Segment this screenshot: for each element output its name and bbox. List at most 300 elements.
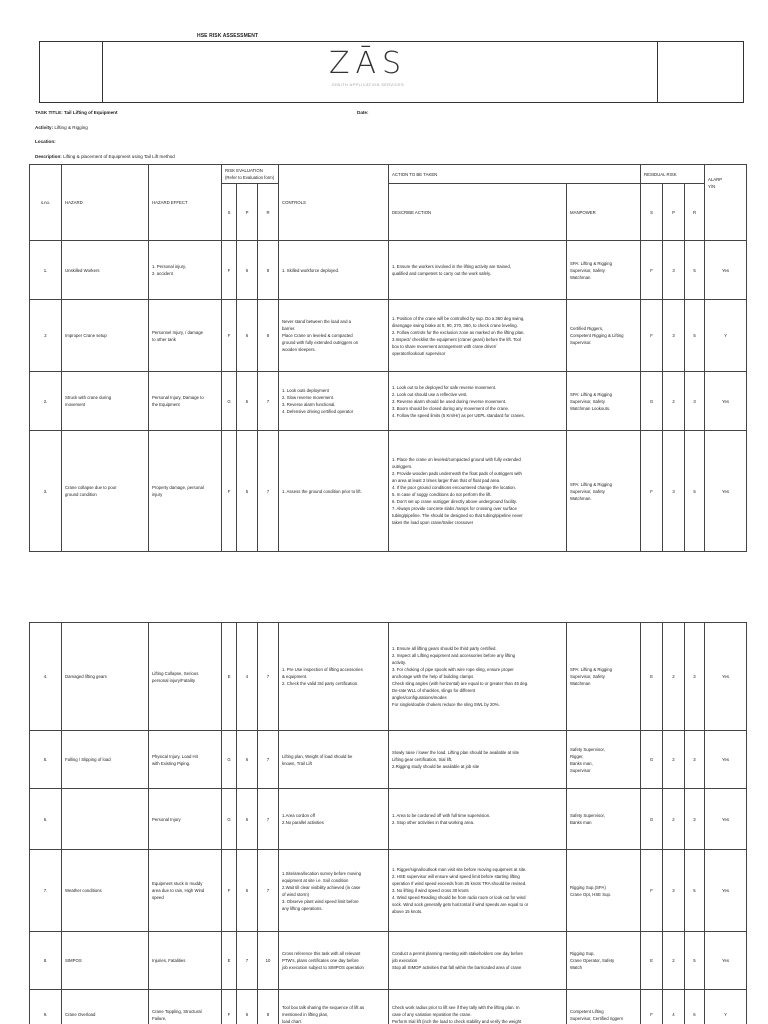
header-residual-s: S [641,184,663,241]
document-title: HSE RISK ASSESSMENT [197,33,259,39]
row-hazard-cell [62,241,149,300]
row-risk-s-cell: E [222,623,237,731]
row-controls-cell [279,932,389,990]
row-risk-p-cell: 6 [237,990,258,1024]
row-manpower-line: SPA: Lifting & Rigging [570,667,612,672]
row-risk-s-cell: F [222,241,237,300]
row-action-line: case of any variation reposition the crane. [392,1012,472,1017]
row-action-cell [389,241,567,300]
row-manpower-line: SPA: Lifting & Rigging [570,481,612,487]
row-risk-r-cell: 7 [258,731,279,789]
row-hazard-effect-line: Injuries, Fatalities [152,958,186,963]
row-manpower-cell [567,241,641,300]
row-risk-s-cell: F [222,431,237,552]
row-action-line: 2. Inspect all Lifting equipment and accessories before any lifting [392,653,516,658]
row-alarp-cell: Yes [705,431,747,552]
row-residual-p-cell: 3 [663,300,685,372]
row-action-line: outriggers. [392,464,413,469]
row-action-cell [389,623,567,731]
row-controls-line: 4. Defensive driving certified operator [282,409,354,414]
row-controls-line: 1. Skilled workforce deployed. [282,267,340,273]
row-manpower-cell [567,300,641,372]
header-residual-risk: RESIDUAL RISK [641,165,705,184]
row-sno-cell: 4. [30,623,62,731]
table-row [30,300,747,372]
row-alarp-cell: Yes [705,932,747,990]
row-risk-p-cell: 7 [237,932,258,990]
row-residual-p-cell: 3 [663,431,685,552]
row-residual-p-cell: 3 [663,850,685,932]
row-action-cell [389,372,567,431]
row-manpower-line: SPA: Lifting & Rigging [570,260,612,266]
row-manpower-cell [567,372,641,431]
row-hazard-effect-line: Crane Toppling, Structural [152,1008,202,1014]
row-controls-line: 3. Observe plant wind speed limit before [282,898,359,904]
row-manpower-line: Competent Rigging & Lifting [570,333,624,338]
row-controls-cell [279,990,389,1024]
row-hazard-effect-cell [149,372,222,431]
row-manpower-line: Supervisor. [570,340,592,345]
row-action-line: anchorage with the help of building clamps [392,674,474,679]
row-risk-p-cell: 6 [237,372,258,431]
row-action-line: Check sling angles (with horizontal) are equal to or greater than 45 deg. [392,681,529,686]
row-manpower-line: Watchman Lookouts. [570,405,611,411]
row-action-line: activity. [392,660,407,665]
row-controls-line: Tool box talk sharing the sequence of lift as [282,1005,365,1010]
row-residual-r-cell: 5 [685,241,705,300]
row-hazard-effect-line: 2. accident [152,271,173,276]
row-hazard-effect-line: Failure, [152,1015,167,1021]
row-risk-r-cell: 8 [258,241,279,300]
activity-line [35,125,88,130]
date-line [357,110,369,115]
table-row [30,623,747,731]
header-controls: CONTROLS [279,165,389,241]
row-residual-s-cell: F [641,431,663,552]
row-hazard-effect-cell [149,241,222,300]
row-manpower-line: Supervisor, Safety [570,267,605,273]
row-action-line: 1. Position of the crane will be controlled by sup. Do a 360 deg swing, [392,315,525,321]
row-action-line: 1. Ensure the workers involved in the lifting activity are trained, [392,264,511,269]
row-residual-p-cell: 2 [663,731,685,789]
row-action-line: 4. Follow the speed limits (5 Km/Hr) as per UEPL standard for cranes. [392,412,525,418]
row-sno-cell: 1. [30,241,62,300]
header-residual-p: P [663,184,685,241]
row-hazard-line: Crane collapse due to poor [65,485,117,490]
row-manpower-cell [567,990,641,1024]
row-action-line: Stop all SIMOP activities that fall within the barricaded area of crane [392,965,522,970]
header-risk-evaluation [222,165,279,184]
row-controls-line: of wind storm) [282,891,309,897]
row-action-line: 3. For choking of pipe spools with wire rope sling, ensure proper [392,667,514,672]
row-controls-line: Never stand between the load and a [282,319,352,324]
table-row [30,932,747,990]
row-action-line: above 15 knots. [392,909,423,914]
row-action-cell [389,300,567,372]
row-action-line: 2. Provide wooden pads underneath the float pads of outriggers with [392,471,522,476]
row-manpower-cell [567,731,641,789]
header-r: R [258,184,279,241]
row-action-line: 7. Always provide concrete slabs /ramps for crossing over surface [392,506,517,511]
row-residual-s-cell: E [641,932,663,990]
row-manpower-line: Safety Supervisor, [570,813,605,818]
row-controls-line: 1. Assess the ground condition prior to lift. [282,488,362,494]
row-action-line: 3. Reverse alarm should be used during reverse movement. [392,398,507,404]
row-action-line: Lifting gear certification, trial lift. [392,757,453,762]
row-action-line: qualified and competent to carry out the work safely. [392,271,492,276]
row-controls-line: ground with fully extended outriggers on [282,340,359,345]
row-manpower-line: Competent Lifting [570,1008,604,1014]
row-residual-p-cell: 2 [663,623,685,731]
row-controls-line: 1.Area cordon off [282,813,315,818]
row-residual-p-cell: 4 [663,990,685,1024]
row-action-line: 4. If the poor ground conditions encountered change the location. [392,485,516,490]
row-residual-s-cell: G [641,372,663,431]
row-controls-line: any lifting operations. [282,905,323,911]
row-risk-p-cell: 5 [237,850,258,932]
row-action-line: Perform trial lift (inch the load to check stability and verify the weight [392,1019,522,1024]
row-residual-r-cell: 5 [685,850,705,932]
row-residual-r-cell: 6 [685,990,705,1024]
row-controls-line: Cross reference this task with all relevant [282,951,361,956]
row-hazard-cell [62,623,149,731]
row-hazard-line: Crane Overload [65,1012,96,1017]
row-manpower-line: Supervisor, Safety [570,488,605,494]
row-manpower-line: Rigger, [570,753,584,759]
row-residual-p-cell: 2 [663,372,685,431]
row-action-line: 2. HSE supervisor will ensure wind speed limit before starting lifting [392,874,520,879]
row-controls-line: PTW's, plans certificates one day before [282,958,359,963]
row-hazard-effect-line: Equipment stuck in muddy [152,881,203,886]
row-alarp-cell: Yes [705,623,747,731]
risk-evaluation-note: (Refer to Evaluation form) [225,175,275,180]
row-action-line: takes the load upon crane/trailer crossover [392,520,474,525]
row-residual-s-cell: E [641,623,663,731]
row-action-line: tubing/pipeline. The should be designed so that tubing/pipeline never [392,513,523,518]
row-manpower-line: Watch [570,965,583,970]
row-manpower-line: Banks man [570,820,592,825]
row-residual-r-cell: 5 [685,300,705,372]
table-row [30,241,747,300]
task-title-label: TASK TITLE: [35,110,63,115]
row-action-line: 3. Boom should be closed during any movement of the crane. [392,405,510,411]
row-risk-s-cell: G [222,372,237,431]
row-alarp-cell: Yes [705,789,747,850]
row-controls-line: barrier. [282,326,296,331]
logo-subtitle: ZENITH APPLICATION SERVICES [331,83,405,87]
alarp-yn-label: Y/N [708,184,716,189]
row-action-line: 2.Rigging study should be available at job site [392,764,480,769]
row-action-line: 1. Area to be cordoned off with full time supervision. [392,813,491,818]
row-action-line: disengage swing brake at 0, 90, 270, 360, to check crane leveling. [392,322,518,328]
row-hazard-cell [62,932,149,990]
row-action-line: an area at least 2 times larger than that of float pad area. [392,478,501,483]
row-controls-cell [279,731,389,789]
row-action-line: angles/configurations/modes [392,695,447,700]
row-manpower-cell [567,623,641,731]
row-action-line: box to share movement arrangement with crane driver/ [392,343,497,349]
row-controls-line: wooden sleepers. [282,347,316,352]
row-risk-r-cell: 7 [258,431,279,552]
row-manpower-line: Rigging Sup, [570,951,595,956]
row-sno-cell: 8. [30,932,62,990]
row-alarp-cell: Y [705,300,747,372]
row-manpower-line: Supervisor, Safety [570,398,605,404]
row-residual-r-cell: 3 [685,623,705,731]
row-hazard-effect-cell [149,623,222,731]
row-action-line: 1. Place the crane on leveled/compacted ground with fully extended [392,457,521,462]
header-manpower: MANPOWER [567,184,641,241]
row-hazard-effect-line: 1. Personal injury, [152,264,187,269]
row-controls-cell [279,623,389,731]
row-controls-line: 2. Slow reverse movement. [282,395,335,400]
location-line [35,139,56,144]
row-sno-cell: 6. [30,789,62,850]
row-hazard-line: movement [65,402,86,407]
row-residual-p-cell: 2 [663,789,685,850]
row-action-line: 1. Look out to be deployed for safe reverse movement. [392,384,497,390]
row-hazard-effect-line: to other tank [152,336,176,342]
row-controls-line: load chart. [282,1019,303,1024]
row-alarp-cell: Yes [705,241,747,300]
row-sno-cell: 2 [30,300,62,372]
row-action-cell [389,990,567,1024]
row-alarp-cell: Yes [705,372,747,431]
alarp-label: ALARP [708,177,723,182]
row-risk-p-cell: 6 [237,241,258,300]
row-hazard-effect-line: Personal Injury [152,816,181,822]
row-action-line: 3.Inspect/ checklist the equipment (crane/ gears) before the lift. Tool [392,336,521,342]
row-controls-cell [279,789,389,850]
row-action-line: 6. Don't set up crane outrigger directly above underground facility. [392,499,517,504]
row-action-cell [389,789,567,850]
row-action-line: 5. In case of soggy conditions do not perform the lift. [392,492,492,497]
row-manpower-line: Crane Opt, HSE Sup. [570,891,612,897]
table-row [30,850,747,932]
row-residual-s-cell: F [641,990,663,1024]
row-controls-cell [279,300,389,372]
row-manpower-cell [567,932,641,990]
header-divider [657,42,658,102]
row-hazard-effect-cell [149,990,222,1024]
location-label: Location: [35,139,56,144]
row-sno-cell: 5. [30,731,62,789]
row-residual-s-cell: G [641,731,663,789]
row-residual-r-cell: 3 [685,789,705,850]
row-controls-line: 2.No parallel activities [282,820,324,825]
row-risk-s-cell: G [222,789,237,850]
row-controls-line: equipment at site i.e. Soil condition [282,877,349,883]
row-risk-s-cell: E [222,932,237,990]
row-action-line: Slowly raise / lower the load. Lifting plan should be available at site [392,750,520,755]
row-action-cell [389,850,567,932]
row-sno-cell: 9. [30,990,62,1024]
row-hazard-effect-line: with Existing Piping. [152,760,191,766]
row-manpower-line: SPA: Lifting & Rigging [570,391,612,397]
table-row [30,731,747,789]
table-row [30,990,747,1024]
row-residual-p-cell: 2 [663,932,685,990]
row-hazard-cell [62,850,149,932]
row-controls-line: 1. Look outs deployment [282,388,329,393]
row-risk-p-cell: 5 [237,431,258,552]
row-hazard-effect-line: Property damage, personal [152,485,204,490]
row-hazard-effect-line: personal injury/Fatality [152,677,195,683]
row-hazard-line: ground condition [65,492,97,497]
row-hazard-effect-cell [149,850,222,932]
row-action-line: 1. Rigger/signal/outlook man visit site before moving equipment at site. [392,867,527,872]
row-controls-line: 1. Pre Use inspection of lifting accessories [282,667,363,672]
row-risk-r-cell: 7 [258,789,279,850]
row-risk-s-cell: F [222,990,237,1024]
row-hazard-cell [62,990,149,1024]
row-controls-line: 3. Reverse alarm functional. [282,402,336,407]
row-residual-s-cell: G [641,789,663,850]
activity-label: Activity: [35,125,54,130]
row-controls-line: 1.Site/area/location survey before moving [282,870,362,876]
row-action-line: For single/double chokers reduce the sling SWL by 20%. [392,702,500,707]
row-manpower-line: Supervisor [570,767,591,773]
row-action-line: job execution [392,958,418,963]
row-hazard-line: Improper Crane setup [65,333,107,338]
row-hazard-cell [62,372,149,431]
row-hazard-effect-cell [149,731,222,789]
row-risk-p-cell: 4 [237,623,258,731]
row-controls-cell [279,850,389,932]
row-hazard-effect-cell [149,932,222,990]
row-controls-line: mentioned in lifting plan, [282,1012,329,1017]
row-action-line: 1. Ensure all lifting gears should be third party certified. [392,646,497,651]
row-alarp-cell: Yes [705,731,747,789]
row-controls-line: 2. Check the valid 3rd party certification. [282,681,359,686]
row-risk-p-cell: 6 [237,300,258,372]
row-action-line: operation If wind speed exceeds from 25 knots TRA should be revised. [392,881,527,886]
row-hazard-effect-line: Lifting Collapse, Serious [152,670,199,676]
row-action-line: sock. Wind sock generally gets horizontal if wind speeds are equal to or [392,902,529,907]
row-alarp-cell: Y [705,990,747,1024]
row-hazard-effect-line: area due to rain, High Wind [152,888,205,893]
row-manpower-cell [567,789,641,850]
row-risk-p-cell: 6 [237,789,258,850]
row-hazard-line: Struck with crane during [65,395,112,400]
company-logo [323,47,413,97]
row-hazard-cell [62,431,149,552]
activity-value: Lifting & Rigging [54,125,88,130]
row-manpower-line: Banks man, [570,760,593,766]
header-sno: s.no. [30,165,62,241]
header-hazard-effect: HAZARD EFFECT [149,165,222,241]
row-controls-cell [279,431,389,552]
row-risk-s-cell: G [222,731,237,789]
header-residual-r: R [685,184,705,241]
row-manpower-cell [567,850,641,932]
row-residual-s-cell: F [641,850,663,932]
row-action-line: 4. Wind speed Reading should be from radio room or look out for wind [392,895,526,900]
row-hazard-effect-line: Physical Injury, Load Hit [152,753,198,759]
row-manpower-line: Watchman [570,681,591,686]
row-hazard-effect-cell [149,431,222,552]
row-action-cell [389,431,567,552]
table-row [30,372,747,431]
row-risk-s-cell: F [222,850,237,932]
row-action-line: 2. Follow controls for the exclusion zone as marked on the lifting plan. [392,329,525,335]
row-risk-p-cell: 6 [237,731,258,789]
row-hazard-effect-cell [149,789,222,850]
row-action-line: operator/lookout/ supervisor [392,350,446,356]
row-controls-line: & equipment. [282,674,308,679]
row-manpower-line: Crane Operator, Safety [570,958,615,963]
row-action-line: 2. Look out should use a reflective vest. [392,391,468,397]
row-manpower-line: Watchman [570,274,591,280]
row-hazard-effect-line: speed [152,895,164,900]
row-residual-p-cell: 3 [663,241,685,300]
row-action-cell [389,932,567,990]
row-action-cell [389,731,567,789]
row-risk-r-cell: 8 [258,990,279,1024]
row-residual-s-cell: F [641,241,663,300]
row-controls-line: 2.Wait till clear visibility achieved (in case [282,884,361,890]
risk-table-page-2 [29,622,747,1024]
row-manpower-line: Safety Supervisor, [570,746,605,752]
row-hazard-cell [62,731,149,789]
description-line [35,154,175,159]
table-row [30,789,747,850]
row-alarp-cell: Yes [705,850,747,932]
row-hazard-line: Unskilled Workers [65,267,100,273]
row-hazard-line: Damaged lifting gears [65,674,107,679]
risk-evaluation-label: RISK EVALUATION [225,168,263,173]
row-sno-cell: 7. [30,850,62,932]
row-risk-r-cell: 10 [258,932,279,990]
row-residual-r-cell: 5 [685,431,705,552]
row-hazard-effect-cell [149,300,222,372]
row-hazard-line: Weather conditions [65,888,102,893]
row-manpower-line: Supervisor, Certified riggers [570,1015,624,1021]
row-risk-r-cell: 8 [258,300,279,372]
header-describe-action: DESCRIBE ACTION [389,184,567,241]
row-sno-cell: 2. [30,372,62,431]
description-value: Lifting & placement of Equipment using Tail Lift method [63,154,175,159]
row-action-line: Check work radius prior to lift see if they tally with the lifting plan. In [392,1005,520,1010]
row-manpower-line: Certified Riggers, [570,326,604,331]
row-controls-cell [279,241,389,300]
row-controls-line: known, Trail Lift [282,760,312,766]
row-hazard-effect-line: injury [152,492,163,497]
row-controls-cell [279,372,389,431]
date-label: Date: [357,110,369,115]
row-risk-s-cell: F [222,300,237,372]
row-residual-r-cell: 3 [685,731,705,789]
row-risk-r-cell: 7 [258,372,279,431]
task-title-line [35,110,118,115]
description-label: Description: [35,154,62,159]
row-hazard-line: Falling / Slipping of load [65,757,111,762]
risk-table-page-1 [29,164,747,552]
header-alarp [705,165,747,241]
row-action-line: 2. Stop other activities in that working area. [392,820,475,825]
header-s: S [222,184,237,241]
row-manpower-cell [567,431,641,552]
row-action-line: De-rate WLL of shackles, slings for different [392,688,476,693]
row-manpower-line: Rigging Sup,(SPA) [570,884,606,890]
row-hazard-cell [62,789,149,850]
row-residual-s-cell: F [641,300,663,372]
header-hazard: HAZARD [62,165,149,241]
row-manpower-line: Watchman. [570,495,592,501]
row-action-line: 3. No lifting if wind speed cross 30 knots [392,888,469,893]
row-risk-r-cell: 7 [258,850,279,932]
header-action: ACTION TO BE TAKEN [389,165,641,184]
